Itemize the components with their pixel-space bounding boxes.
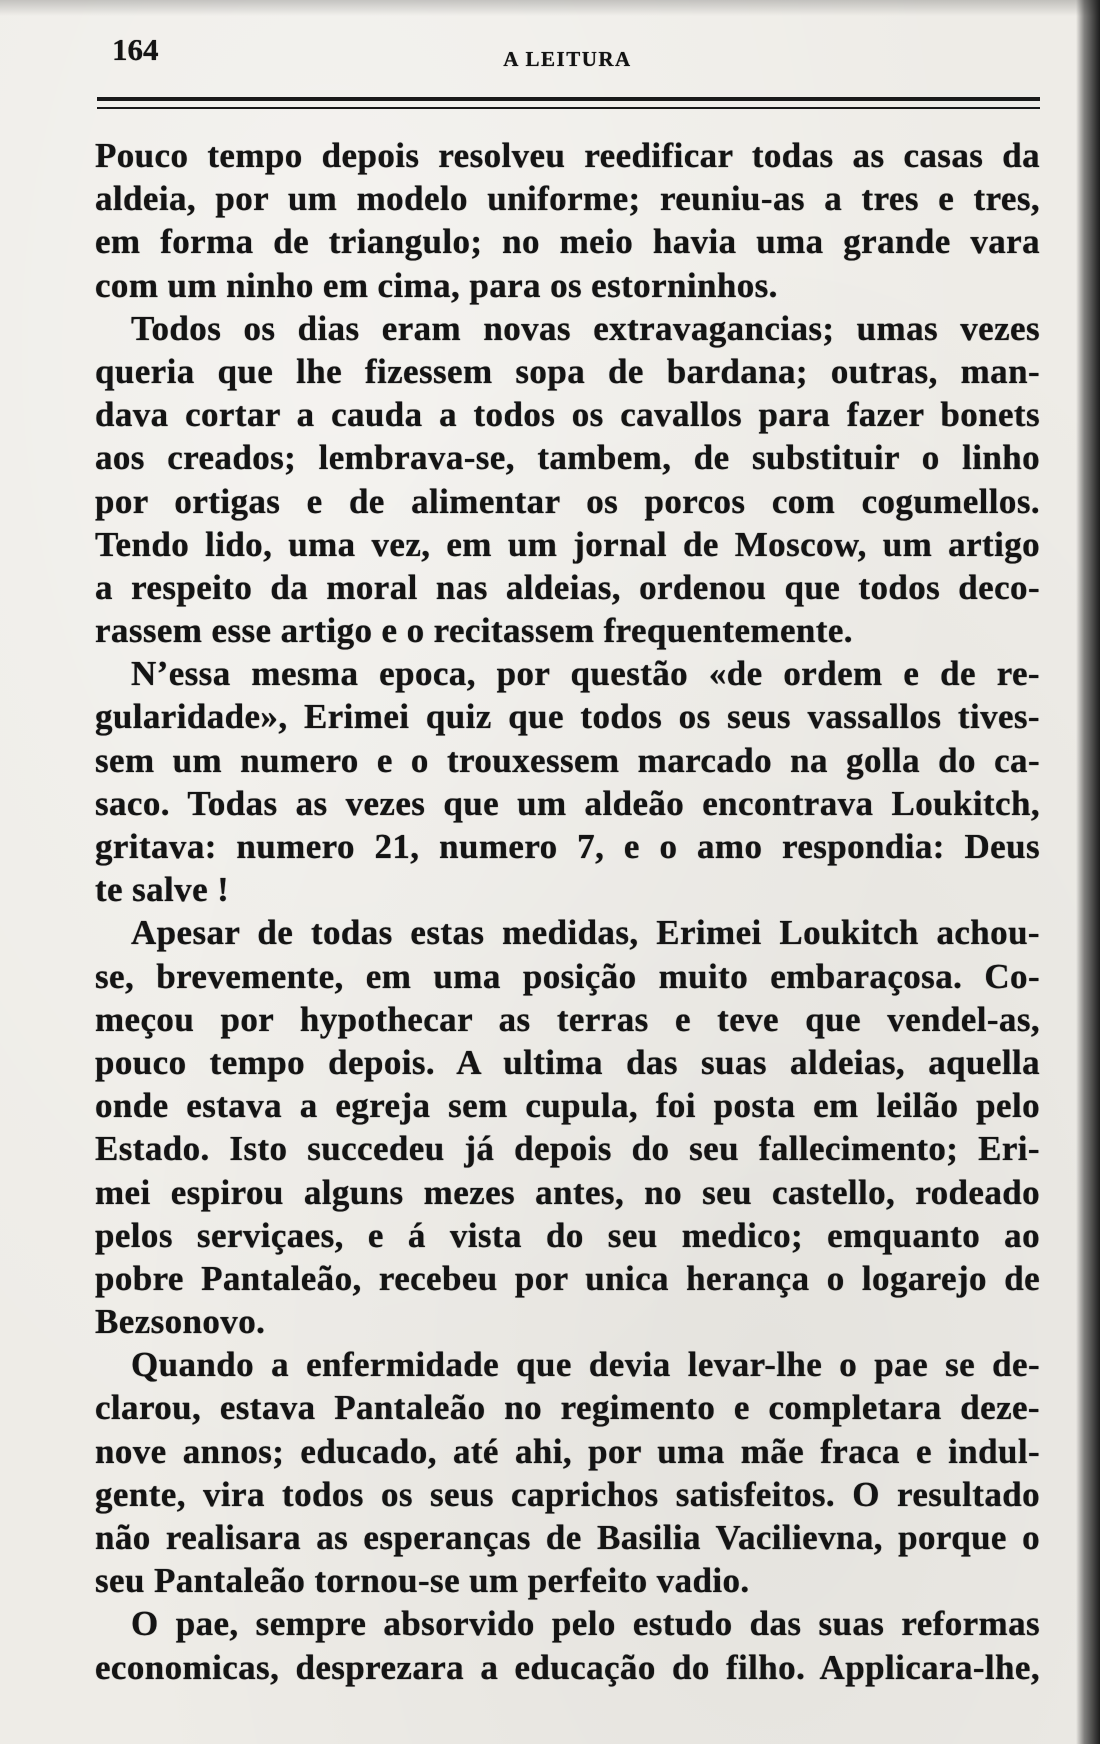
paragraph — [95, 1343, 1040, 1602]
text-line: saco. Todas as vezes que um aldeão encontrava Loukitch, — [95, 783, 1040, 823]
paragraph — [95, 307, 1040, 653]
text-line: queria que lhe fizessem sopa de bardana; outras, man- — [95, 351, 1040, 391]
page-number: 164 — [112, 32, 159, 67]
text-line: por ortigas e de alimentar os porcos com cogumellos. — [95, 481, 1040, 521]
text-line: mei espirou alguns mezes antes, no seu castello, rodeado — [95, 1172, 1040, 1212]
text-line: Tendo lido, uma vez, em um jornal de Moscow, um artigo — [95, 524, 1040, 564]
running-title: A LEITURA — [503, 47, 632, 71]
body-text — [95, 134, 1040, 1689]
text-line: Apesar de todas estas medidas, Erimei Loukitch achou- — [131, 913, 1040, 953]
paragraph — [95, 134, 1040, 307]
text-line: clarou, estava Pantaleão no regimento e completara deze- — [95, 1388, 1040, 1428]
paragraph — [95, 911, 1040, 1343]
text-line: pobre Pantaleão, recebeu por unica herança o logarejo de — [95, 1258, 1040, 1298]
scan-top-shadow — [0, 0, 1100, 16]
text-line: sem um numero e o trouxessem marcado na golla do ca- — [95, 740, 1040, 780]
text-line: dava cortar a cauda a todos os cavallos para fazer bonets — [95, 395, 1040, 435]
text-line: a respeito da moral nas aldeias, ordenou que todos deco- — [95, 567, 1040, 607]
text-line: Quando a enfermidade que devia levar-lhe o pae se de- — [131, 1345, 1040, 1385]
paragraph — [95, 652, 1040, 911]
text-line: com um ninho em cima, para os estorninhos. — [95, 265, 778, 305]
text-line: economicas, desprezara a educação do filho. Applicara-lhe, — [95, 1647, 1040, 1687]
text-line: Estado. Isto succedeu já depois do seu fallecimento; Eri- — [95, 1129, 1040, 1169]
text-line: Pouco tempo depois resolveu reedificar todas as casas da — [95, 136, 1040, 175]
text-line: pouco tempo depois. A ultima das suas aldeias, aquella — [95, 1042, 1040, 1082]
scan-edge-shadow — [1076, 0, 1100, 1744]
text-line: gularidade», Erimei quiz que todos os seus vassallos tives- — [95, 697, 1040, 737]
text-line: gente, vira todos os seus caprichos satisfeitos. O resultado — [95, 1474, 1040, 1514]
text-line: em forma de triangulo; no meio havia uma grande vara — [95, 222, 1040, 262]
text-line: Bezsonovo. — [95, 1302, 266, 1342]
text-line: seu Pantaleão tornou-se um perfeito vadio. — [95, 1561, 750, 1601]
text-line: pelos serviçaes, e á vista do seu medico; emquanto ao — [95, 1215, 1040, 1255]
text-line: nove annos; educado, até ahi, por uma mãe fraca e indul- — [95, 1431, 1040, 1471]
text-line: O pae, sempre absorvido pelo estudo das suas reformas — [131, 1604, 1040, 1644]
text-line: aos creados; lembrava-se, tambem, de substituir o linho — [95, 438, 1040, 478]
text-line: aldeia, por um modelo uniforme; reuniu-as a tres e tres, — [95, 179, 1040, 219]
text-line: onde estava a egreja sem cupula, foi posta em leilão pelo — [95, 1086, 1040, 1126]
text-line: gritava: numero 21, numero 7, e o amo respondia: Deus — [95, 827, 1040, 866]
text-line: não realisara as esperanças de Basilia Vacilievna, porque o — [95, 1518, 1040, 1557]
header-rule-thick — [97, 97, 1040, 101]
text-line: meçou por hypothecar as terras e teve que vendel-as, — [95, 999, 1040, 1039]
text-line: te salve ! — [95, 870, 230, 910]
text-line: N’essa mesma epoca, por questão «de ordem e de re- — [131, 654, 1040, 694]
header-rule-thin — [97, 107, 1040, 109]
text-line: rassem esse artigo e o recitassem frequentemente. — [95, 611, 853, 651]
text-line: se, brevemente, em uma posição muito embaraçosa. Co- — [95, 956, 1040, 996]
text-line: Todos os dias eram novas extravagancias; umas vezes — [131, 308, 1040, 348]
paragraph — [95, 1602, 1040, 1688]
